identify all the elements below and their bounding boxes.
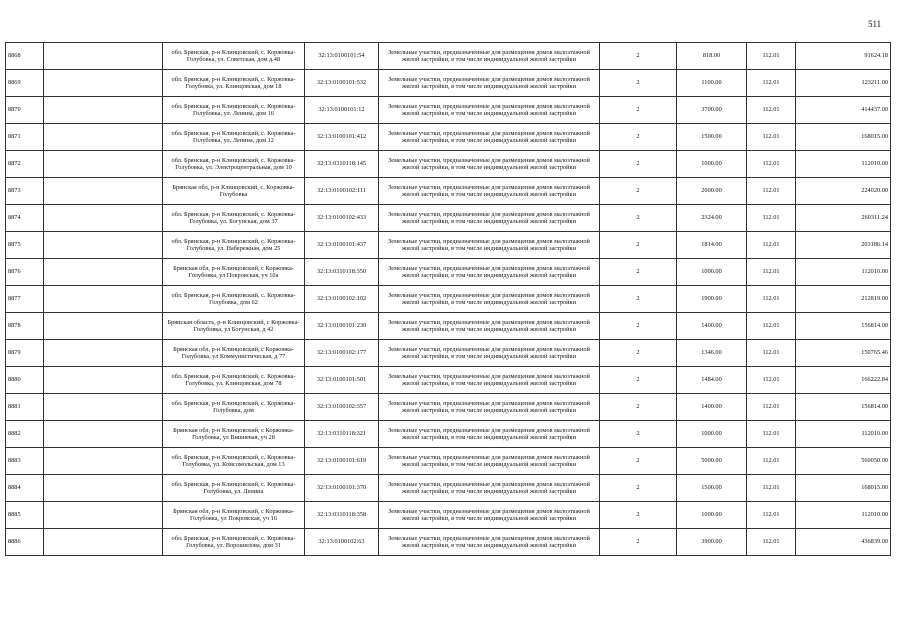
code-cell: 112.01 (747, 259, 796, 286)
area-cell: 2000.00 (677, 178, 747, 205)
address-cell: обл. Брянская, р-н Клинцовский, с. Коржовка-Голубовка, ул. Советская, дом д.48 (163, 43, 305, 70)
address-cell: обл. Брянская, р-н Клинцовский, с. Коржовка-Голубовка, дом (163, 394, 305, 421)
land-use-cell: Земельные участки, предназначенные для размещения домов малоэтажной жилой застройки, в том числе индивидуальной жилой застройки (379, 367, 600, 394)
category-cell: 2 (600, 502, 677, 529)
empty-cell (44, 151, 163, 178)
category-cell: 2 (600, 70, 677, 97)
category-cell: 2 (600, 421, 677, 448)
land-use-cell: Земельные участки, предназначенные для размещения домов малоэтажной жилой застройки, в том числе индивидуальной жилой застройки (379, 421, 600, 448)
cadastral-number-cell: 32:13:0100102:111 (305, 178, 379, 205)
area-cell: 1000.00 (677, 421, 747, 448)
code-cell: 112.01 (747, 178, 796, 205)
cadastral-value-cell: 212819.00 (796, 286, 891, 313)
address-cell: Брянская обл, р-н Клинцовский, с Коржовка-Голубовка, ул Коммунистическая, д 77 (163, 340, 305, 367)
area-cell: 1500.00 (677, 124, 747, 151)
cadastral-number-cell: 32:13:0100101:437 (305, 232, 379, 259)
row-number: 8883 (6, 448, 44, 475)
cadastral-value-cell: 203186.14 (796, 232, 891, 259)
empty-cell (44, 421, 163, 448)
row-number: 8874 (6, 205, 44, 232)
category-cell: 2 (600, 367, 677, 394)
cadastral-value-cell: 112010.00 (796, 259, 891, 286)
address-cell: обл. Брянская, р-н Клинцовский, с. Коржовка-Голубовка, ул. Комсомольская, дом 13 (163, 448, 305, 475)
table-row (6, 205, 891, 232)
address-cell: обл. Брянская, р-н Клинцовский, с. Коржовка-Голубовка, ул. Электроцентральная, дом 10 (163, 151, 305, 178)
empty-cell (44, 97, 163, 124)
page-number: 511 (868, 19, 882, 29)
land-use-cell: Земельные участки, предназначенные для размещения домов малоэтажной жилой застройки, в том числе индивидуальной жилой застройки (379, 313, 600, 340)
row-number: 8878 (6, 313, 44, 340)
empty-cell (44, 529, 163, 556)
code-cell: 112.01 (747, 367, 796, 394)
empty-cell (44, 286, 163, 313)
cadastral-number-cell: 32:13:0310118:145 (305, 151, 379, 178)
area-cell: 1400.00 (677, 313, 747, 340)
area-cell: 818.00 (677, 43, 747, 70)
table-row (6, 313, 891, 340)
row-number: 8869 (6, 70, 44, 97)
address-cell: обл. Брянская, р-н Клинцовский, с. Коржовка-Голубовка, ул. Ворошилова, дом 31 (163, 529, 305, 556)
table-row (6, 286, 891, 313)
code-cell: 112.01 (747, 43, 796, 70)
area-cell: 1100.00 (677, 70, 747, 97)
land-use-cell: Земельные участки, предназначенные для размещения домов малоэтажной жилой застройки, в том числе индивидуальной жилой застройки (379, 529, 600, 556)
row-number: 8873 (6, 178, 44, 205)
cadastral-number-cell: 32:13:0100102:433 (305, 205, 379, 232)
area-cell: 2324.00 (677, 205, 747, 232)
row-number: 8879 (6, 340, 44, 367)
table-row (6, 259, 891, 286)
row-number: 8882 (6, 421, 44, 448)
code-cell: 112.01 (747, 502, 796, 529)
area-cell: 3700.00 (677, 97, 747, 124)
table-row (6, 394, 891, 421)
row-number: 8884 (6, 475, 44, 502)
row-number: 8876 (6, 259, 44, 286)
empty-cell (44, 205, 163, 232)
empty-cell (44, 502, 163, 529)
category-cell: 2 (600, 124, 677, 151)
address-cell: обл. Брянская, р-н Клинцовский, с. Коржовка-Голубовка, ул. Клинцовская, дом 18 (163, 70, 305, 97)
table-row (6, 232, 891, 259)
code-cell: 112.01 (747, 205, 796, 232)
table-row (6, 475, 891, 502)
empty-cell (44, 340, 163, 367)
cadastral-value-cell: 112010.00 (796, 421, 891, 448)
code-cell: 112.01 (747, 151, 796, 178)
empty-cell (44, 43, 163, 70)
table-body (6, 43, 891, 556)
land-use-cell: Земельные участки, предназначенные для размещения домов малоэтажной жилой застройки, в том числе индивидуальной жилой застройки (379, 43, 600, 70)
category-cell: 2 (600, 394, 677, 421)
category-cell: 2 (600, 97, 677, 124)
address-cell: Брянская область, р-н Клинцовский, с Коржовка-Голубовка, ул Богунская, д 42 (163, 313, 305, 340)
category-cell: 2 (600, 43, 677, 70)
empty-cell (44, 70, 163, 97)
category-cell: 2 (600, 448, 677, 475)
address-cell: Брянская обл, р-н Клинцовский, с Коржовка-Голубовка, ул Покровская, уч 10а (163, 259, 305, 286)
category-cell: 2 (600, 529, 677, 556)
land-registry-table (5, 42, 891, 556)
area-cell: 1814.00 (677, 232, 747, 259)
table-row (6, 97, 891, 124)
category-cell: 2 (600, 340, 677, 367)
land-use-cell: Земельные участки, предназначенные для размещения домов малоэтажной жилой застройки, в том числе индивидуальной жилой застройки (379, 205, 600, 232)
cadastral-value-cell: 436839.00 (796, 529, 891, 556)
code-cell: 112.01 (747, 97, 796, 124)
code-cell: 112.01 (747, 340, 796, 367)
code-cell: 112.01 (747, 313, 796, 340)
cadastral-value-cell: 168015.00 (796, 475, 891, 502)
land-use-cell: Земельные участки, предназначенные для размещения домов малоэтажной жилой застройки, в том числе индивидуальной жилой застройки (379, 394, 600, 421)
category-cell: 2 (600, 232, 677, 259)
row-number: 8880 (6, 367, 44, 394)
area-cell: 3900.00 (677, 529, 747, 556)
cadastral-value-cell: 414437.00 (796, 97, 891, 124)
empty-cell (44, 178, 163, 205)
code-cell: 112.01 (747, 421, 796, 448)
area-cell: 1000.00 (677, 502, 747, 529)
land-use-cell: Земельные участки, предназначенные для размещения домов малоэтажной жилой застройки, в том числе индивидуальной жилой застройки (379, 259, 600, 286)
land-use-cell: Земельные участки, предназначенные для размещения домов малоэтажной жилой застройки, в том числе индивидуальной жилой застройки (379, 475, 600, 502)
land-use-cell: Земельные участки, предназначенные для размещения домов малоэтажной жилой застройки, в том числе индивидуальной жилой застройки (379, 340, 600, 367)
row-number: 8872 (6, 151, 44, 178)
cadastral-number-cell: 32:13:0100101:619 (305, 448, 379, 475)
cadastral-value-cell: 156814.00 (796, 313, 891, 340)
cadastral-number-cell: 32:13:0100101:370 (305, 475, 379, 502)
land-use-cell: Земельные участки, предназначенные для размещения домов малоэтажной жилой застройки, в том числе индивидуальной жилой застройки (379, 124, 600, 151)
table-row (6, 178, 891, 205)
address-cell: Брянская обл, р-н Клинцовский, с. Коржовка-Голубовка (163, 178, 305, 205)
code-cell: 112.01 (747, 124, 796, 151)
address-cell: обл. Брянская, р-н Клинцовский, с. Коржовка-Голубовка, дом 62 (163, 286, 305, 313)
cadastral-number-cell: 32:13:0310118:321 (305, 421, 379, 448)
table-row (6, 70, 891, 97)
land-use-cell: Земельные участки, предназначенные для размещения домов малоэтажной жилой застройки, в том числе индивидуальной жилой застройки (379, 70, 600, 97)
category-cell: 2 (600, 313, 677, 340)
category-cell: 2 (600, 205, 677, 232)
cadastral-number-cell: 32:13:0310118:350 (305, 259, 379, 286)
cadastral-number-cell: 32:13:0310118:358 (305, 502, 379, 529)
category-cell: 2 (600, 475, 677, 502)
row-number: 8877 (6, 286, 44, 313)
code-cell: 112.01 (747, 286, 796, 313)
cadastral-number-cell: 32:13:0100101:12 (305, 97, 379, 124)
land-use-cell: Земельные участки, предназначенные для размещения домов малоэтажной жилой застройки, в том числе индивидуальной жилой застройки (379, 448, 600, 475)
table-row (6, 151, 891, 178)
category-cell: 2 (600, 286, 677, 313)
empty-cell (44, 124, 163, 151)
code-cell: 112.01 (747, 475, 796, 502)
cadastral-number-cell: 32:13:0100101:54 (305, 43, 379, 70)
cadastral-value-cell: 166222.84 (796, 367, 891, 394)
address-cell: обл. Брянская, р-н Клинцовский, с. Коржовка-Голубовка, ул. Клинцовская, дом 78 (163, 367, 305, 394)
row-number: 8868 (6, 43, 44, 70)
area-cell: 5000.00 (677, 448, 747, 475)
address-cell: обл. Брянская, р-н Клинцовский, с. Коржовка-Голубовка, ул. Ленина, дом 12 (163, 124, 305, 151)
table-row (6, 367, 891, 394)
cadastral-number-cell: 32:13:0100102:102 (305, 286, 379, 313)
empty-cell (44, 232, 163, 259)
area-cell: 1500.00 (677, 475, 747, 502)
address-cell: обл. Брянская, р-н Клинцовский, с. Коржовка-Голубовка, ул. Богунская, дом 37 (163, 205, 305, 232)
cadastral-value-cell: 150765.46 (796, 340, 891, 367)
table-row (6, 421, 891, 448)
land-use-cell: Земельные участки, предназначенные для размещения домов малоэтажной жилой застройки, в том числе индивидуальной жилой застройки (379, 97, 600, 124)
empty-cell (44, 313, 163, 340)
empty-cell (44, 259, 163, 286)
cadastral-value-cell: 156814.00 (796, 394, 891, 421)
land-use-cell: Земельные участки, предназначенные для размещения домов малоэтажной жилой застройки, в том числе индивидуальной жилой застройки (379, 151, 600, 178)
cadastral-number-cell: 32:13:0100102:177 (305, 340, 379, 367)
table-row (6, 448, 891, 475)
row-number: 8870 (6, 97, 44, 124)
cadastral-value-cell: 112010.00 (796, 151, 891, 178)
cadastral-number-cell: 32:13:0100102:63 (305, 529, 379, 556)
category-cell: 2 (600, 259, 677, 286)
code-cell: 112.01 (747, 529, 796, 556)
cadastral-value-cell: 560050.00 (796, 448, 891, 475)
row-number: 8885 (6, 502, 44, 529)
address-cell: Брянская обл, р-н Клинцовский, с Коржовка-Голубовка, ул Покровская, уч 16 (163, 502, 305, 529)
land-use-cell: Земельные участки, предназначенные для размещения домов малоэтажной жилой застройки, в том числе индивидуальной жилой застройки (379, 502, 600, 529)
table-row (6, 340, 891, 367)
cadastral-value-cell: 91624.18 (796, 43, 891, 70)
area-cell: 1000.00 (677, 259, 747, 286)
table-row (6, 43, 891, 70)
address-cell: обл. Брянская, р-н Клинцовский, с. Коржовка-Голубовка, ул. Ленина, дом 16 (163, 97, 305, 124)
code-cell: 112.01 (747, 448, 796, 475)
area-cell: 1000.00 (677, 151, 747, 178)
table-row (6, 502, 891, 529)
land-use-cell: Земельные участки, предназначенные для размещения домов малоэтажной жилой застройки, в том числе индивидуальной жилой застройки (379, 232, 600, 259)
code-cell: 112.01 (747, 70, 796, 97)
area-cell: 1484.00 (677, 367, 747, 394)
area-cell: 1900.00 (677, 286, 747, 313)
category-cell: 2 (600, 178, 677, 205)
cadastral-value-cell: 224020.00 (796, 178, 891, 205)
cadastral-number-cell: 32:13:0100101:532 (305, 70, 379, 97)
cadastral-value-cell: 260311.24 (796, 205, 891, 232)
cadastral-value-cell: 112010.00 (796, 502, 891, 529)
row-number: 8881 (6, 394, 44, 421)
cadastral-number-cell: 32:13:0100101:501 (305, 367, 379, 394)
code-cell: 112.01 (747, 394, 796, 421)
land-use-cell: Земельные участки, предназначенные для размещения домов малоэтажной жилой застройки, в том числе индивидуальной жилой застройки (379, 178, 600, 205)
land-use-cell: Земельные участки, предназначенные для размещения домов малоэтажной жилой застройки, в том числе индивидуальной жилой застройки (379, 286, 600, 313)
area-cell: 1400.00 (677, 394, 747, 421)
row-number: 8871 (6, 124, 44, 151)
cadastral-value-cell: 123211.00 (796, 70, 891, 97)
empty-cell (44, 394, 163, 421)
address-cell: обл. Брянская, р-н Клинцовский, с. Коржовка-Голубовка, ул. Набережная, дом 25 (163, 232, 305, 259)
cadastral-number-cell: 32:13:0100101:412 (305, 124, 379, 151)
address-cell: обл. Брянская, р-н Клинцовский, с. Коржовка-Голубовка, ул. Ленина (163, 475, 305, 502)
cadastral-number-cell: 32:13:0100101:230 (305, 313, 379, 340)
table-row (6, 529, 891, 556)
category-cell: 2 (600, 151, 677, 178)
row-number: 8875 (6, 232, 44, 259)
cadastral-value-cell: 168015.00 (796, 124, 891, 151)
cadastral-number-cell: 32:13:0100102:357 (305, 394, 379, 421)
row-number: 8886 (6, 529, 44, 556)
area-cell: 1346.00 (677, 340, 747, 367)
empty-cell (44, 448, 163, 475)
empty-cell (44, 367, 163, 394)
address-cell: Брянская обл, р-н Клинцовский, с Коржовка-Голубовка, ул Вишневая, уч 28 (163, 421, 305, 448)
code-cell: 112.01 (747, 232, 796, 259)
table-row (6, 124, 891, 151)
empty-cell (44, 475, 163, 502)
